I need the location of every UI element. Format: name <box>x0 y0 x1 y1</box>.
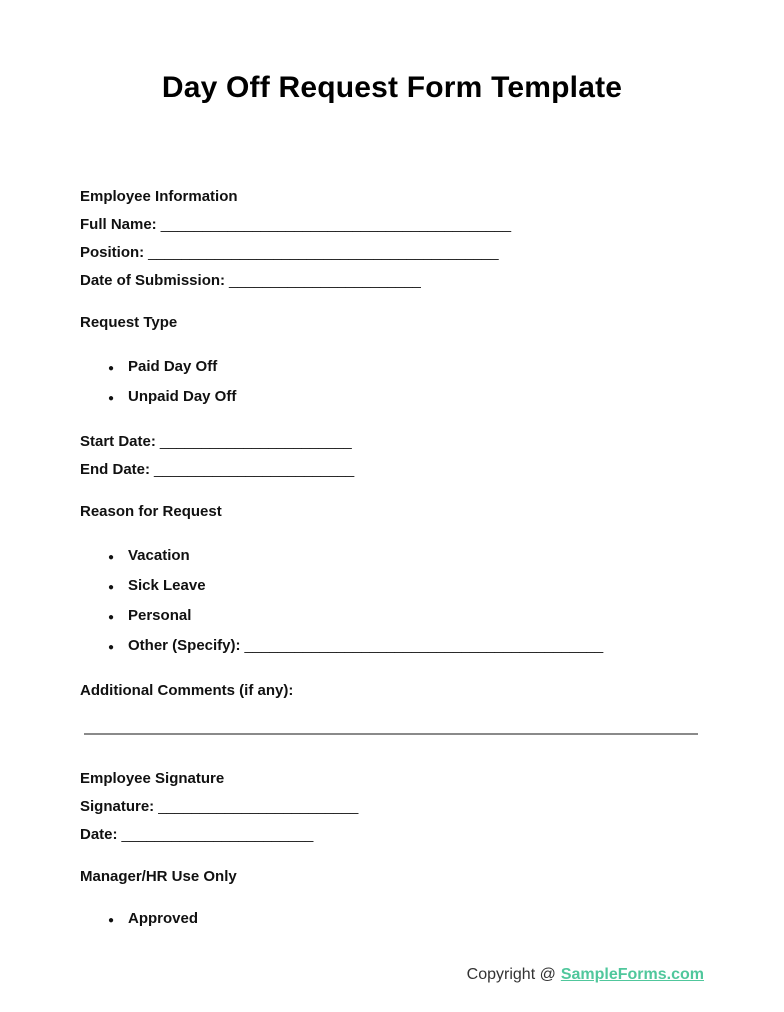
bullet-icon: ● <box>108 915 115 926</box>
comments-blank-line <box>84 733 698 735</box>
list-item-unpaid-day-off <box>80 386 704 410</box>
bullet-icon: ● <box>108 393 115 404</box>
position-blank-line: __________________________________________ <box>148 244 499 261</box>
position-row <box>80 242 704 264</box>
manager-heading: Manager/HR Use Only <box>80 868 237 885</box>
date-of-submission-label: Date of Submission: <box>80 272 226 289</box>
list-item-vacation <box>80 545 704 569</box>
list-item-approved <box>80 908 704 932</box>
other-row <box>128 635 603 657</box>
position-label: Position: <box>80 244 145 261</box>
end-date-label: End Date: <box>80 461 151 478</box>
other-blank-line: ___________________________________________ <box>244 637 604 654</box>
request-type-list <box>80 356 704 416</box>
bullet-icon: ● <box>108 363 115 374</box>
additional-comments-heading-row <box>80 680 704 702</box>
full-name-blank-line: __________________________________________ <box>160 216 512 233</box>
list-item-sick-leave <box>80 575 704 599</box>
list-item-personal <box>80 605 704 629</box>
employee-signature-heading: Employee Signature <box>80 770 225 787</box>
option-label: Sick Leave <box>128 577 206 594</box>
list-item-paid-day-off <box>80 356 704 380</box>
end-date-blank-line: ________________________ <box>154 461 355 478</box>
manager-list <box>80 908 704 938</box>
date-of-submission-blank-line: _______________________ <box>229 272 421 289</box>
option-label: Personal <box>128 607 192 624</box>
employee-info-heading: Employee Information <box>80 188 238 205</box>
employee-signature-heading-row <box>80 768 704 790</box>
option-label: Vacation <box>128 547 190 564</box>
manager-heading-row <box>80 866 704 888</box>
reason-heading: Reason for Request <box>80 503 222 520</box>
end-date-row <box>80 459 704 481</box>
document-body <box>80 186 704 986</box>
copyright-text: Copyright @ <box>466 966 556 983</box>
employee-info-heading-row <box>80 186 704 208</box>
bullet-icon: ● <box>108 552 115 563</box>
option-label: Paid Day Off <box>128 358 218 375</box>
full-name-row <box>80 214 704 236</box>
start-date-blank-line: _______________________ <box>159 433 352 450</box>
reason-heading-row <box>80 501 704 523</box>
request-type-heading: Request Type <box>80 314 178 331</box>
reason-list <box>80 545 704 665</box>
other-label: Other (Specify): <box>128 637 241 654</box>
bullet-icon: ● <box>108 582 115 593</box>
signature-row <box>80 796 704 818</box>
additional-comments-heading: Additional Comments (if any): <box>80 682 294 699</box>
option-label: Unpaid Day Off <box>128 388 237 405</box>
option-label: Approved <box>128 910 199 927</box>
sampleforms-link[interactable]: SampleForms.com <box>560 966 704 983</box>
bullet-icon: ● <box>108 642 115 653</box>
date-of-submission-row <box>80 270 704 292</box>
signature-date-label: Date: <box>80 826 118 843</box>
start-date-label: Start Date: <box>80 433 156 450</box>
full-name-label: Full Name: <box>80 216 157 233</box>
signature-date-row <box>80 824 704 846</box>
signature-label: Signature: <box>80 798 155 815</box>
request-type-heading-row <box>80 312 704 334</box>
start-date-row <box>80 431 704 453</box>
signature-date-blank-line: _______________________ <box>121 826 314 843</box>
footer <box>80 964 704 986</box>
bullet-icon: ● <box>108 612 115 623</box>
signature-blank-line: ________________________ <box>158 798 359 815</box>
list-item-other-specify <box>80 635 704 659</box>
document-title: Day Off Request Form Template <box>161 71 623 104</box>
